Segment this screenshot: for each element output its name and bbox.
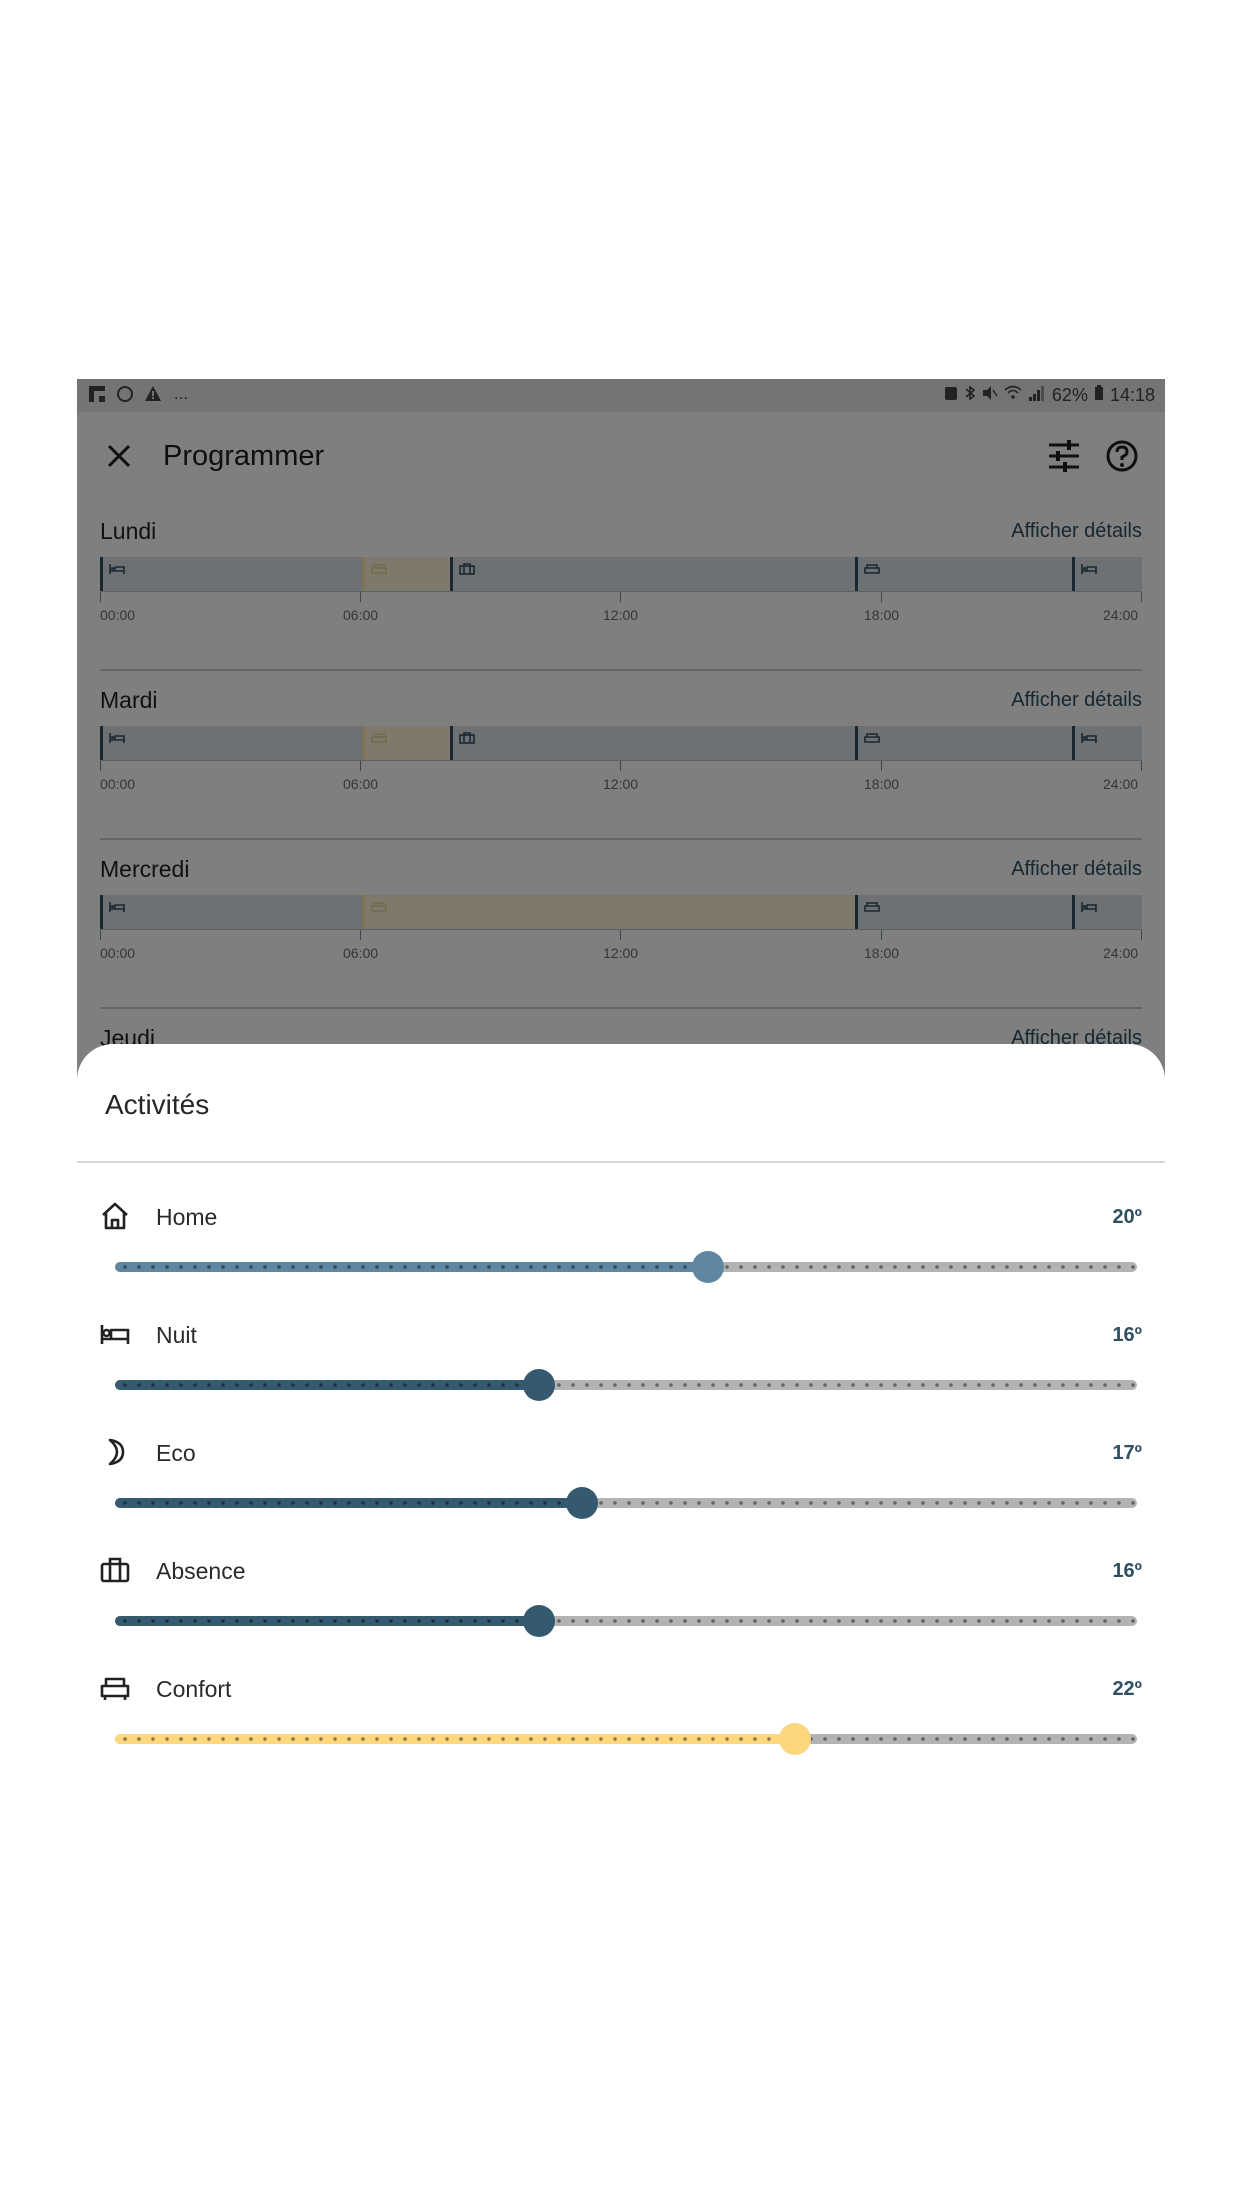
activity-label: Home [156, 1204, 218, 1230]
sheet-title: Activités [105, 1089, 210, 1120]
activity-temperature: 16º [1112, 1560, 1142, 1582]
slider-thumb[interactable] [566, 1487, 598, 1519]
activity-label: Eco [156, 1440, 196, 1466]
activity-label: Absence [156, 1558, 246, 1584]
slider-steps [115, 1262, 1137, 1272]
slider-steps [115, 1734, 1137, 1744]
bed-icon [99, 1318, 131, 1350]
slider-thumb[interactable] [779, 1723, 811, 1755]
activities-sheet [77, 1044, 1165, 1829]
activity-temperature: 20º [1112, 1206, 1142, 1228]
slider-steps [115, 1380, 1137, 1390]
phone-screen [77, 379, 1165, 1829]
temperature-slider[interactable] [115, 1262, 1137, 1272]
temperature-slider[interactable] [115, 1616, 1137, 1626]
slider-thumb[interactable] [523, 1605, 555, 1637]
activity-temperature: 17º [1112, 1442, 1142, 1464]
activity-row-absence [77, 1532, 1165, 1650]
activity-label: Confort [156, 1676, 232, 1702]
activity-temperature: 22º [1112, 1678, 1142, 1700]
briefcase-icon [99, 1554, 131, 1586]
slider-steps [115, 1616, 1137, 1626]
slider-steps [115, 1498, 1137, 1508]
temperature-slider[interactable] [115, 1734, 1137, 1744]
activity-label: Nuit [156, 1322, 197, 1348]
activity-temperature: 16º [1112, 1324, 1142, 1346]
home-icon [99, 1200, 131, 1232]
activity-row-eco [77, 1414, 1165, 1532]
slider-thumb[interactable] [523, 1369, 555, 1401]
temperature-slider[interactable] [115, 1498, 1137, 1508]
activity-row-nuit [77, 1296, 1165, 1414]
activity-row-confort [77, 1650, 1165, 1768]
sofa-icon [99, 1672, 131, 1704]
slider-thumb[interactable] [692, 1251, 724, 1283]
moon-icon [99, 1436, 131, 1468]
sheet-divider [77, 1161, 1165, 1163]
activity-row-home [77, 1178, 1165, 1296]
temperature-slider[interactable] [115, 1380, 1137, 1390]
